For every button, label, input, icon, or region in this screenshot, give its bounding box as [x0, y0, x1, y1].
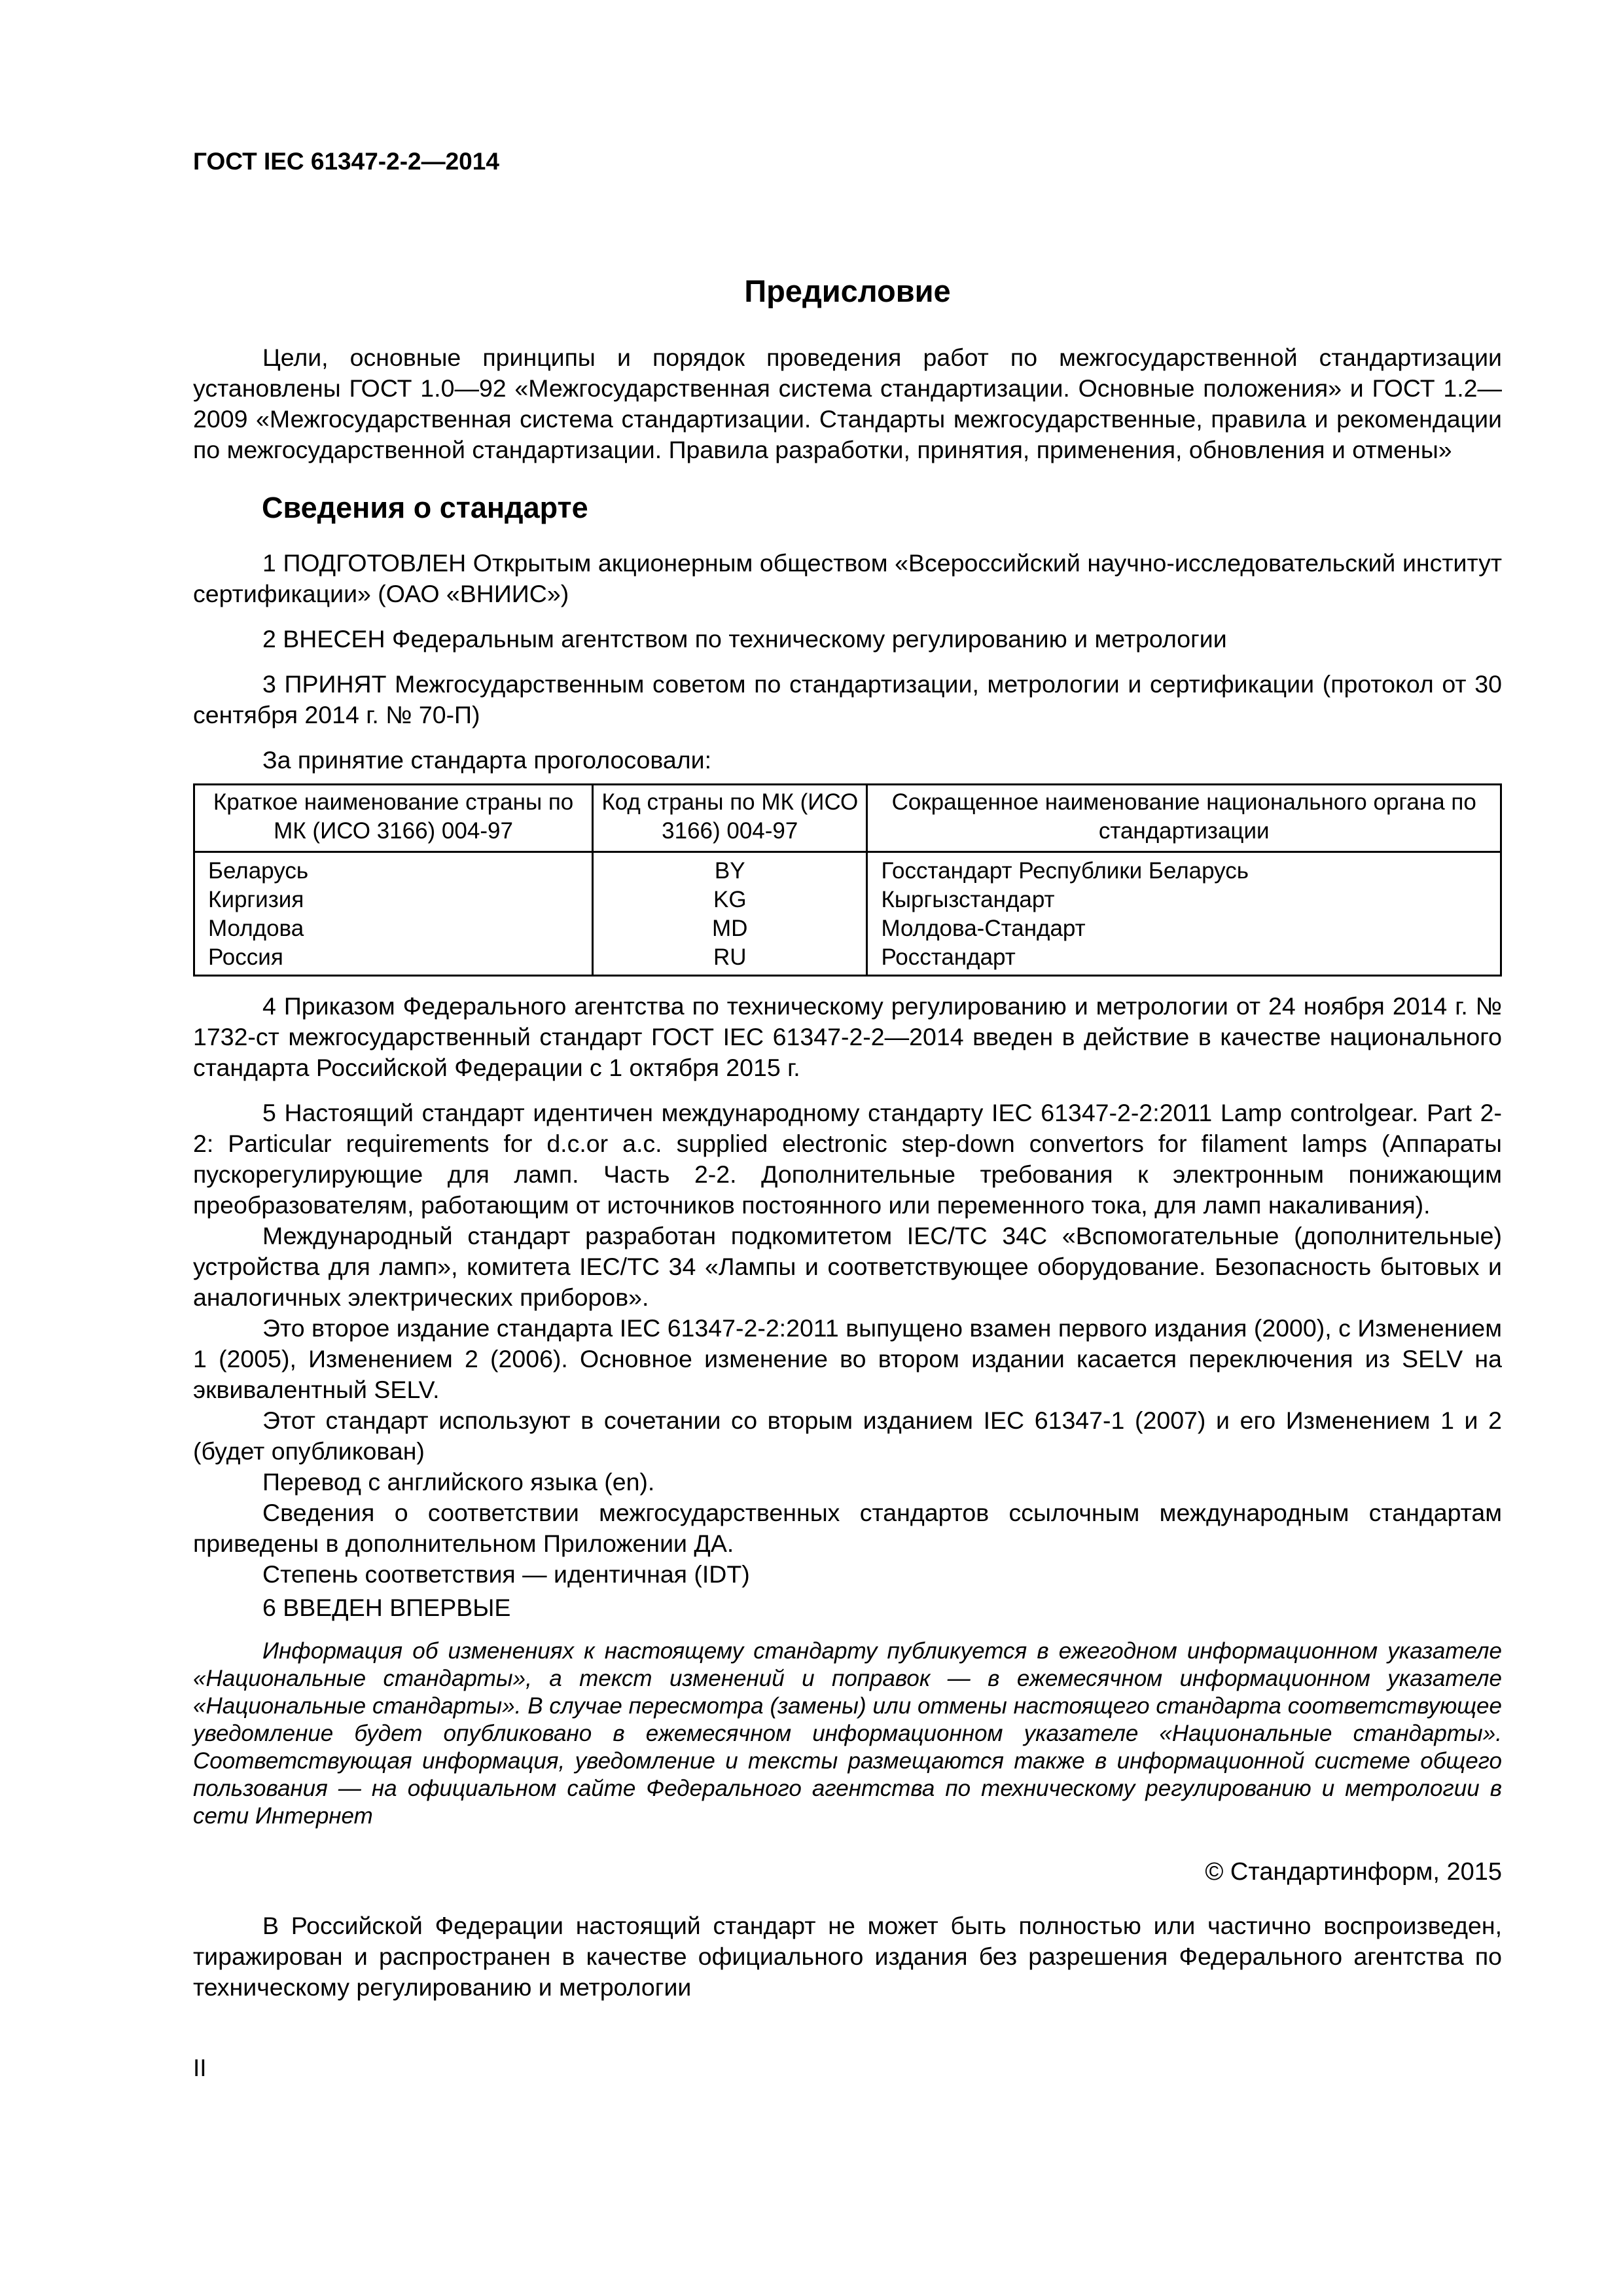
info-item-3: 3 ПРИНЯТ Межгосударственным советом по стандартизации, метрологии и сертификации (протокол от 30 сентября 2014 г. № 70-П) — [193, 670, 1502, 728]
table-cell-body: Росстандарт — [867, 943, 1501, 976]
table-header-country: Краткое наименование страны по МК (ИСО 3166) 004-97 — [194, 784, 593, 852]
info-item-2: 2 ВНЕСЕН Федеральным агентством по техническому регулированию и метрологии — [262, 624, 1227, 653]
table-cell-country: Молдова — [194, 914, 593, 943]
table-cell-code: KG — [593, 886, 867, 914]
foreword-intro: Цели, основные принципы и порядок проведения работ по межгосударственной стандартизации установлены ГОСТ 1.0—92 «Межгосударственная система стандартизации. Основные положения» и ГОСТ 1.2—2009 «Межгосударственная система стандартизации. Стандарты межгосударственные, правила и рекомендации по межгосударственной стандартизации. Правила разработки, принятия, применения, обновления и отмены» — [193, 344, 1502, 464]
voting-table — [193, 783, 1502, 977]
info-item-5-para-4: Этот стандарт используют в сочетании со вторым изданием IEC 61347-1 (2007) и его Изменением 1 и 2 (будет опубликован) — [193, 1406, 1502, 1465]
foreword-title: Предисловие — [744, 274, 951, 309]
rights-notice: В Российской Федерации настоящий стандарт не может быть полностью или частично воспроизведен, тиражирован и распространен в качестве официального издания без разрешения Федерального агентства по техническому регулированию и метрологии — [193, 1912, 1502, 2001]
table-row — [194, 852, 1501, 886]
info-item-5-para-3: Это второе издание стандарта IEC 61347-2-2:2011 выпущено взамен первого издания (2000), с Изменением 1 (2005), Изменением 2 (2006). Основное изменение во втором издании касается переключения из SELV на эквивалентный SELV. — [193, 1314, 1502, 1403]
table-row — [194, 886, 1501, 914]
info-item-5-para-5: Перевод с английского языка (en). — [262, 1467, 655, 1496]
table-cell-country: Россия — [194, 943, 593, 976]
page-number: II — [193, 2054, 207, 2082]
table-header-row — [194, 784, 1501, 852]
changes-notice-text: Информация об изменениях к настоящему стандарту публикуется в ежегодном информационном указателе «Национальные стандарты», а текст изменений и поправок — в ежемесячном информационном указателе «Национальные стандарты». В случае пересмотра (замены) или отмены настоящего стандарта соответствующее уведомление будет опубликовано в ежемесячном информационном указателе «Национальные стандарты». Соответствующая информация, уведомление и тексты размещаются также в информационной системе общего пользования — на официальном сайте Федерального агентства по техническому регулированию и метрологии в сети Интернет — [193, 1638, 1502, 1829]
info-item-5-para-2: Международный стандарт разработан подкомитетом IEC/TC 34C «Вспомогательные (дополнительные) устройства для ламп», комитета IEC/TC 34 «Лампы и соответствующее оборудование. Безопасность бытовых и аналогичных электрических приборов». — [193, 1221, 1502, 1311]
changes-notice — [193, 1638, 1502, 1830]
table-cell-body: Кыргызстандарт — [867, 886, 1501, 914]
document-page — [193, 147, 1502, 2083]
info-item-4: 4 Приказом Федерального агентства по техническому регулированию и метрологии от 24 ноября 2014 г. № 1732-ст межгосударственный стандарт ГОСТ IEC 61347-2-2—2014 введен в действие в качестве национального стандарта Российской Федерации с 1 октября 2015 г. — [193, 992, 1502, 1081]
info-item-1: 1 ПОДГОТОВЛЕН Открытым акционерным обществом «Всероссийский научно-исследовательский институт сертификации» (ОАО «ВНИИС») — [193, 548, 1502, 607]
document-code: ГОСТ IEC 61347-2-2—2014 — [193, 148, 499, 175]
info-item-5-para-6: Сведения о соответствии межгосударственных стандартов ссылочным международным стандартам приведены в дополнительном Приложении ДА. — [193, 1498, 1502, 1557]
table-row — [194, 943, 1501, 976]
info-item-6: 6 ВВЕДЕН ВПЕРВЫЕ — [262, 1593, 511, 1621]
vote-intro: За принятие стандарта проголосовали: — [262, 745, 712, 774]
copyright: © Стандартинформ, 2015 — [1205, 1857, 1502, 1886]
table-cell-country: Беларусь — [194, 852, 593, 886]
info-item-5-para-1: 5 Настоящий стандарт идентичен международному стандарту IEC 61347-2-2:2011 Lamp controlgear. Part 2-2: Particular requirements for d.c.or a.c. supplied electronic step-down convertors for filament lamps (Аппараты пускорегулирующие для ламп. Часть 2-2. Дополнительные требования к электронным понижающим преобразователям, работающим от источников постоянного или переменного тока, для ламп накаливания). — [193, 1098, 1502, 1219]
table-cell-code: BY — [593, 852, 867, 886]
table-cell-code: MD — [593, 914, 867, 943]
table-row — [194, 914, 1501, 943]
table-header-code: Код страны по МК (ИСО 3166) 004-97 — [593, 784, 867, 852]
table-header-body: Сокращенное наименование национального органа по стандартизации — [867, 784, 1501, 852]
table-cell-code: RU — [593, 943, 867, 976]
standard-info-title: Сведения о стандарте — [262, 491, 588, 525]
info-item-5-para-7: Степень соответствия — идентичная (IDT) — [262, 1560, 750, 1588]
table-cell-body: Госстандарт Республики Беларусь — [867, 852, 1501, 886]
table-cell-body: Молдова-Стандарт — [867, 914, 1501, 943]
table-cell-country: Киргизия — [194, 886, 593, 914]
